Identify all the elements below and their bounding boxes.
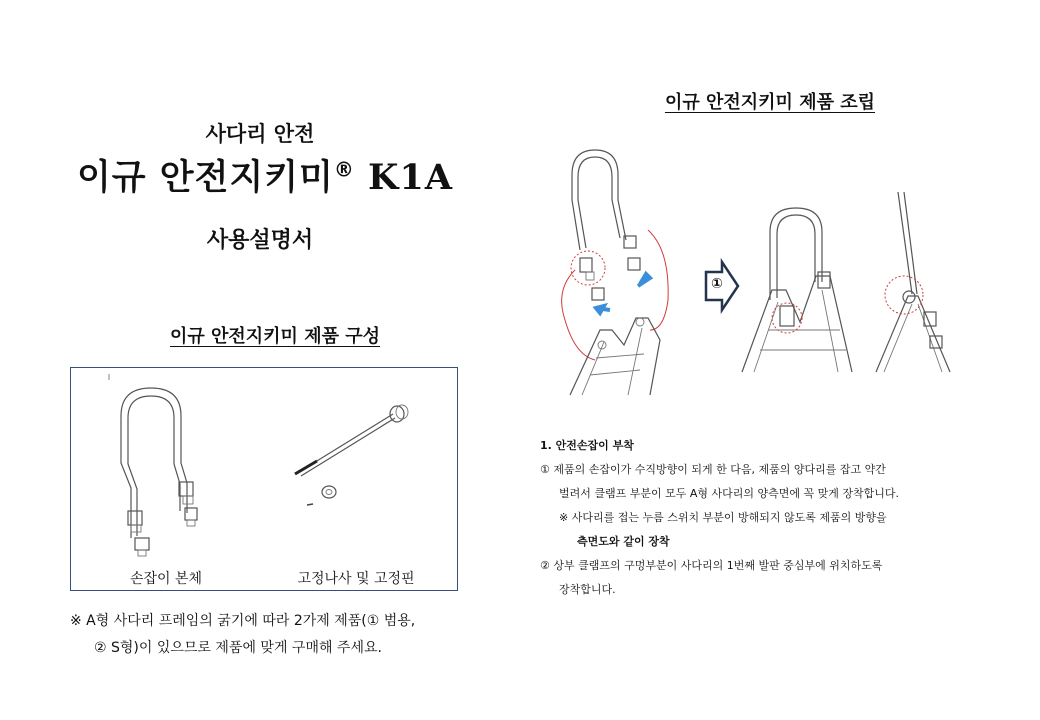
registered-mark: ®	[333, 157, 355, 182]
subtitle: 사다리 안전	[205, 122, 315, 146]
purchase-note-line2: ② S형)이 있으므로 제품에 맞게 구매해 주세요.	[94, 640, 382, 656]
manual-label: 사용설명서	[206, 228, 314, 253]
step-line-2: 벌려서 클램프 부분이 모두 A형 사다리의 양측면에 꼭 맞게 장착합니다.	[559, 487, 900, 500]
title-model: K1A	[368, 157, 453, 198]
title-main: 이규 안전지키미	[77, 158, 334, 198]
step-line-3: ※ 사다리를 접는 누름 스위치 부분이 방해되지 않도록 제품의 방향을	[559, 511, 887, 524]
step-line-4: 측면도와 같이 장착	[577, 535, 670, 548]
step-line-5: ② 상부 클램프의 구멍부분이 사다리의 1번째 발판 중심부에 위치하도록	[540, 559, 883, 572]
step-heading: 1. 안전손잡이 부착	[540, 439, 634, 452]
caption-handle-body: 손잡이 본체	[129, 571, 203, 587]
purchase-note-line1: ※ A형 사다리 프레임의 굵기에 따라 2가제 제품(① 범용,	[70, 613, 416, 629]
arrow-marker: ①	[711, 276, 723, 292]
step-line-1: ① 제품의 손잡이가 수직방향이 되게 한 다음, 제품의 양다리를 잡고 약간	[540, 463, 886, 476]
assembly-heading: 이규 안전지키미 제품 조립	[664, 92, 876, 113]
composition-heading: 이규 안전지키미 제품 구성	[169, 326, 381, 347]
caption-screws-pins: 고정나사 및 고정핀	[297, 571, 415, 587]
step-line-6: 장착합니다.	[559, 583, 616, 596]
